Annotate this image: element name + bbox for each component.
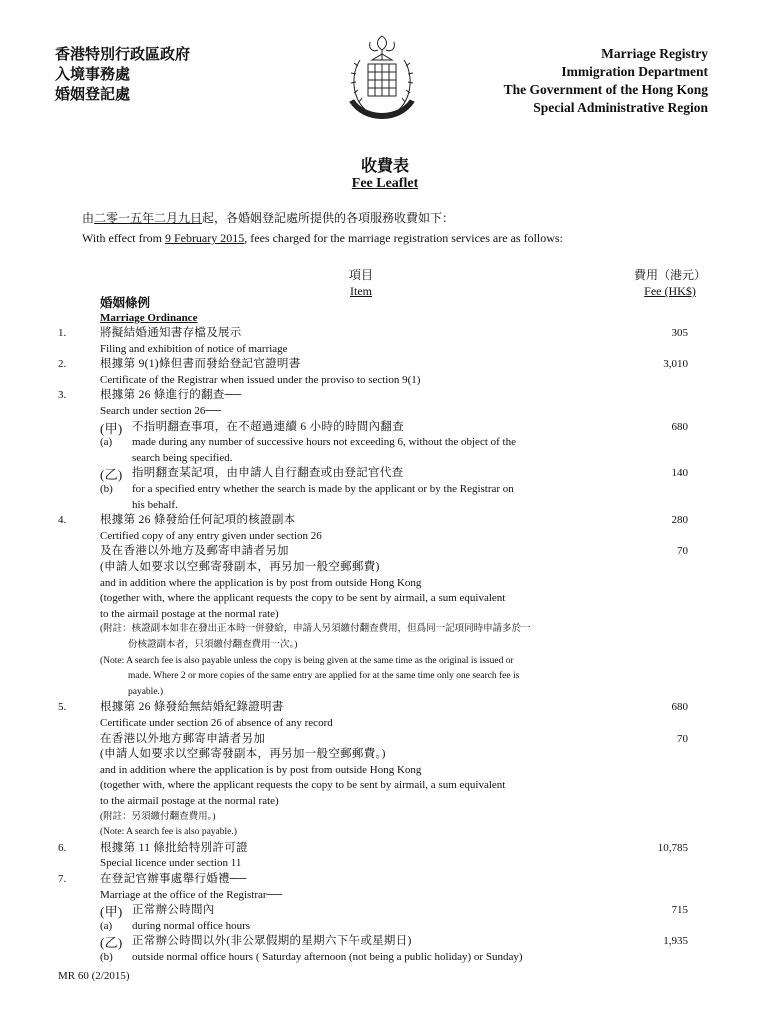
fee-line-text: 在登記官辦事處舉行婚禮── <box>100 873 247 885</box>
sub-item-label: (乙) <box>100 935 123 951</box>
fee-line-text: (附註：核證副本如非在發出正本時一併發給，申請人另須繳付翻查費用，但爲同一記項同時申請多於一 <box>100 624 531 635</box>
intro-cn <box>82 210 454 227</box>
fee-amount: 70 <box>677 732 688 745</box>
header-left <box>55 45 190 105</box>
fee-line-text: and in addition where the application is by post from outside Hong Kong <box>100 763 422 776</box>
sub-item-label: (甲) <box>100 420 123 436</box>
title-block <box>0 153 770 192</box>
fee-line-text: (Note: A search fee is also payable.) <box>100 827 237 838</box>
sub-item-label: (甲) <box>100 904 123 920</box>
column-fee-en: Fee (HK$) <box>644 284 696 298</box>
fee-line-text: outside normal office hours ( Saturday afternoon (not being a public holiday) or Sunday) <box>132 951 523 963</box>
fee-amount: 715 <box>671 904 688 917</box>
sub-item-label: (a) <box>100 436 113 449</box>
fee-line-text: 根據第 11 條批給特別許可證 <box>100 841 248 854</box>
fee-line-text: 正常辦公時間內 <box>132 904 215 917</box>
intro-cn-pre: 由 <box>82 211 95 225</box>
fee-line-text: (申請人如要求以空郵寄發副本，再另加一般空郵郵費。) <box>100 748 386 761</box>
fee-line-text: Certificate under section 26 of absence of any record <box>100 717 333 729</box>
fee-amount: 140 <box>671 467 688 480</box>
intro-en <box>82 230 563 247</box>
header-left-line: 入境事務處 <box>55 67 131 83</box>
column-item-cn: 項目 <box>348 268 373 282</box>
fee-line-text: made. Where 2 or more copies of the same entry are applied for at the same time only one search fee is <box>128 671 520 682</box>
intro-cn-date: 二零一五年二月九日 <box>94 211 203 225</box>
fee-line-text: made during any number of successive hours not exceeding 6, without the object of the <box>132 436 516 449</box>
title-cn: 收費表 <box>360 158 409 175</box>
intro-en-pre: With effect from <box>82 231 165 245</box>
fee-amount: 305 <box>671 327 688 339</box>
fee-amount: 680 <box>671 701 688 714</box>
column-item-en: Item <box>350 284 372 298</box>
fee-line-text: 在香港以外地方郵寄申請者另加 <box>100 732 266 745</box>
fee-line-text: Filing and exhibition of notice of marriage <box>100 342 288 355</box>
fee-line-text: Special licence under section 11 <box>100 857 242 870</box>
intro-en-post: , fees charged for the marriage registration services are as follows: <box>244 231 563 245</box>
fee-line-text: (附註：另須繳付翻查費用。) <box>100 811 216 822</box>
fee-line-text: search being specified. <box>132 451 233 464</box>
fee-line-text: Marriage at the office of the Registrar── <box>100 888 283 901</box>
fee-line-text: 將擬結婚通知書存檔及展示 <box>100 327 242 339</box>
fee-line-text: 根據第 26 條進行的翻查── <box>100 389 242 402</box>
column-fee-cn: 費用（港元） <box>633 268 706 282</box>
fee-line-text: 根據第 26 條發給無結婚紀錄證明書 <box>100 701 284 714</box>
column-item-header <box>330 267 392 299</box>
fee-amount: 1,935 <box>663 935 688 948</box>
fee-line-text: Certificate of the Registrar when issued under the proviso to section 9(1) <box>100 373 421 386</box>
section-title-cn: 婚姻條例 <box>100 296 151 310</box>
fee-amount: 10,785 <box>657 841 688 854</box>
intro-en-date: 9 February 2015 <box>164 231 245 245</box>
fee-line-text: (together with, where the applicant requests the copy to be sent by airmail, a sum equivalent <box>100 592 506 605</box>
fee-line-text: payable.) <box>128 686 164 697</box>
hksar-emblem-icon <box>340 30 424 126</box>
title-en: Fee Leaflet <box>351 176 419 191</box>
fee-line-text: his behalf. <box>132 498 178 511</box>
sub-item-label: (a) <box>100 919 113 932</box>
fee-line-text: 指明翻查某記項，由申請人自行翻查或由登記官代查 <box>132 467 404 480</box>
item-number: 3. <box>58 389 67 402</box>
fee-line-text: for a specified entry whether the search is made by the applicant or by the Registrar on <box>132 483 514 495</box>
fee-line-text: Search under section 26── <box>100 405 221 417</box>
item-number: 5. <box>58 701 67 714</box>
item-number: 1. <box>58 327 67 339</box>
fee-line-text: (申請人如要求以空郵寄發副本，再另加一般空郵郵費) <box>100 561 380 573</box>
column-fee-header <box>615 267 725 299</box>
fee-amount: 70 <box>677 545 688 558</box>
fee-line-text: 根據第 26 條發給任何記項的核證副本 <box>100 514 296 527</box>
header-left-line: 婚姻登記處 <box>55 87 131 103</box>
intro-cn-post: 起，各婚姻登記處所提供的各項服務收費如下： <box>202 211 455 225</box>
fee-line-text: 不指明翻查事項，在不超過連續 6 小時的時間內翻查 <box>132 420 404 433</box>
item-number: 6. <box>58 841 67 854</box>
fee-amount: 280 <box>671 514 688 527</box>
sub-item-label: (b) <box>100 483 113 495</box>
header-right-line: The Government of the Hong Kong <box>503 82 708 97</box>
item-number: 7. <box>58 873 67 885</box>
fee-amount: 680 <box>671 420 688 433</box>
fee-amount: 3,010 <box>663 358 688 371</box>
fee-line-text: 份核證副本者，只須繳付翻查費用一次。) <box>128 640 298 650</box>
header-right-line: Marriage Registry <box>601 46 708 61</box>
header-right <box>504 45 708 117</box>
header-left-line: 香港特別行政區政府 <box>55 47 191 63</box>
section-title-en: Marriage Ordinance <box>100 312 198 324</box>
form-number: MR 60 (2/2015) <box>58 970 130 982</box>
fee-line-text: Certified copy of any entry given under section 26 <box>100 529 322 542</box>
fee-line-text: to the airmail postage at the normal rate) <box>100 607 279 620</box>
item-number: 2. <box>58 358 67 371</box>
fee-line-text: 正常辦公時間以外(非公眾假期的星期六下午或星期日) <box>132 935 412 948</box>
item-number: 4. <box>58 514 67 527</box>
sub-item-label: (乙) <box>100 467 123 483</box>
fee-line-text: 根據第 9(1)條但書而發給登記官證明書 <box>100 358 301 371</box>
fee-line-text: and in addition where the application is by post from outside Hong Kong <box>100 576 422 589</box>
header-right-line: Special Administrative Region <box>533 100 708 115</box>
header-right-line: Immigration Department <box>561 64 708 79</box>
sub-item-label: (b) <box>100 951 113 963</box>
fee-line-text: (together with, where the applicant requests the copy to be sent by airmail, a sum equivalent <box>100 779 506 792</box>
fee-line-text: (Note: A search fee is also payable unless the copy is being given at the same time as the original is issued or <box>100 655 514 666</box>
fee-line-text: during normal office hours <box>132 919 251 932</box>
fee-line-text: 及在香港以外地方及郵寄申請者另加 <box>100 545 289 558</box>
fee-line-text: to the airmail postage at the normal rate) <box>100 795 279 807</box>
